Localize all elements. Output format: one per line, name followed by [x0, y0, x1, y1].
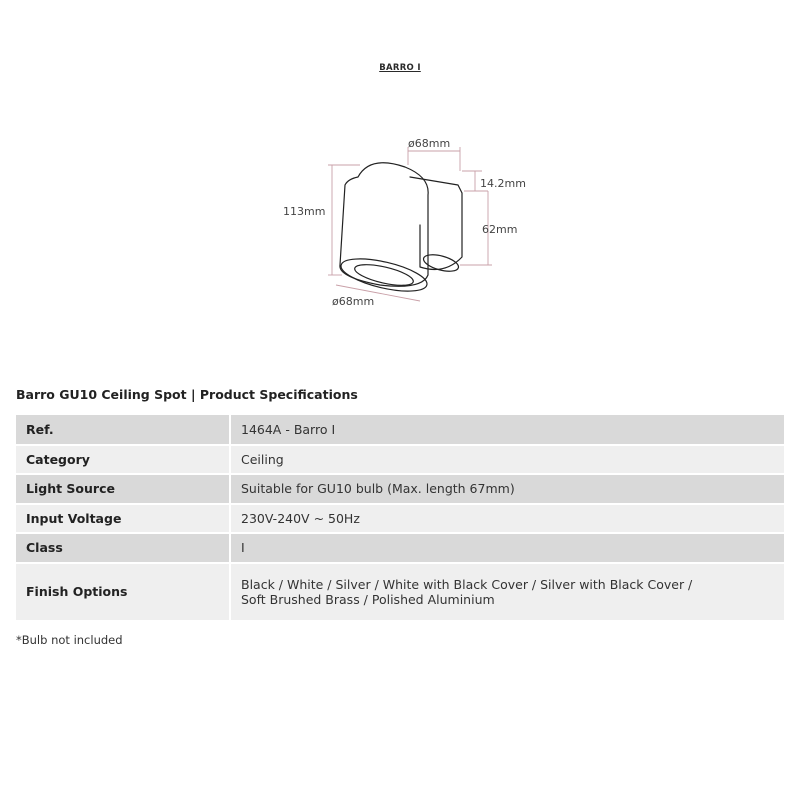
spec-value: 1464A - Barro I [230, 415, 784, 445]
spotlight-line-drawing [270, 125, 570, 325]
lamp-body-outline [340, 163, 428, 286]
spec-label: Finish Options [16, 563, 230, 621]
spec-label: Category [16, 445, 230, 475]
top-diameter-label: ø68mm [408, 137, 451, 150]
product-dimension-drawing [270, 125, 570, 325]
mount-cylinder-outline [410, 177, 462, 269]
footnote: *Bulb not included [16, 633, 123, 647]
bottom-diameter-label: ø68mm [332, 295, 375, 308]
spec-label: Light Source [16, 474, 230, 504]
spec-value: I [230, 533, 784, 563]
table-row [16, 415, 784, 445]
spec-label: Ref. [16, 415, 230, 445]
table-row [16, 445, 784, 475]
table-row [16, 533, 784, 563]
spec-value: Ceiling [230, 445, 784, 475]
spec-heading: Barro GU10 Ceiling Spot | Product Specifications [16, 387, 358, 402]
height-label: 113mm [283, 205, 326, 218]
finish-options-line-1: Black / White / Silver / White with Black Cover / Silver with Black Cover / [241, 576, 693, 592]
spec-label: Class [16, 533, 230, 563]
body-height-label: 62mm [482, 223, 518, 236]
document-title: BARRO I [379, 63, 421, 73]
finish-options-line-2: Soft Brushed Brass / Polished Aluminium [241, 591, 495, 607]
spec-value: 230V-240V ~ 50Hz [230, 504, 784, 534]
spec-value: Suitable for GU10 bulb (Max. length 67mm) [230, 474, 784, 504]
lamp-opening-ellipse [338, 252, 430, 297]
spec-table [16, 415, 784, 622]
spec-label: Input Voltage [16, 504, 230, 534]
table-row [16, 504, 784, 534]
spec-value-multiline [230, 563, 784, 621]
table-row [16, 563, 784, 621]
table-row [16, 474, 784, 504]
cap-height-label: 14.2mm [480, 177, 526, 190]
